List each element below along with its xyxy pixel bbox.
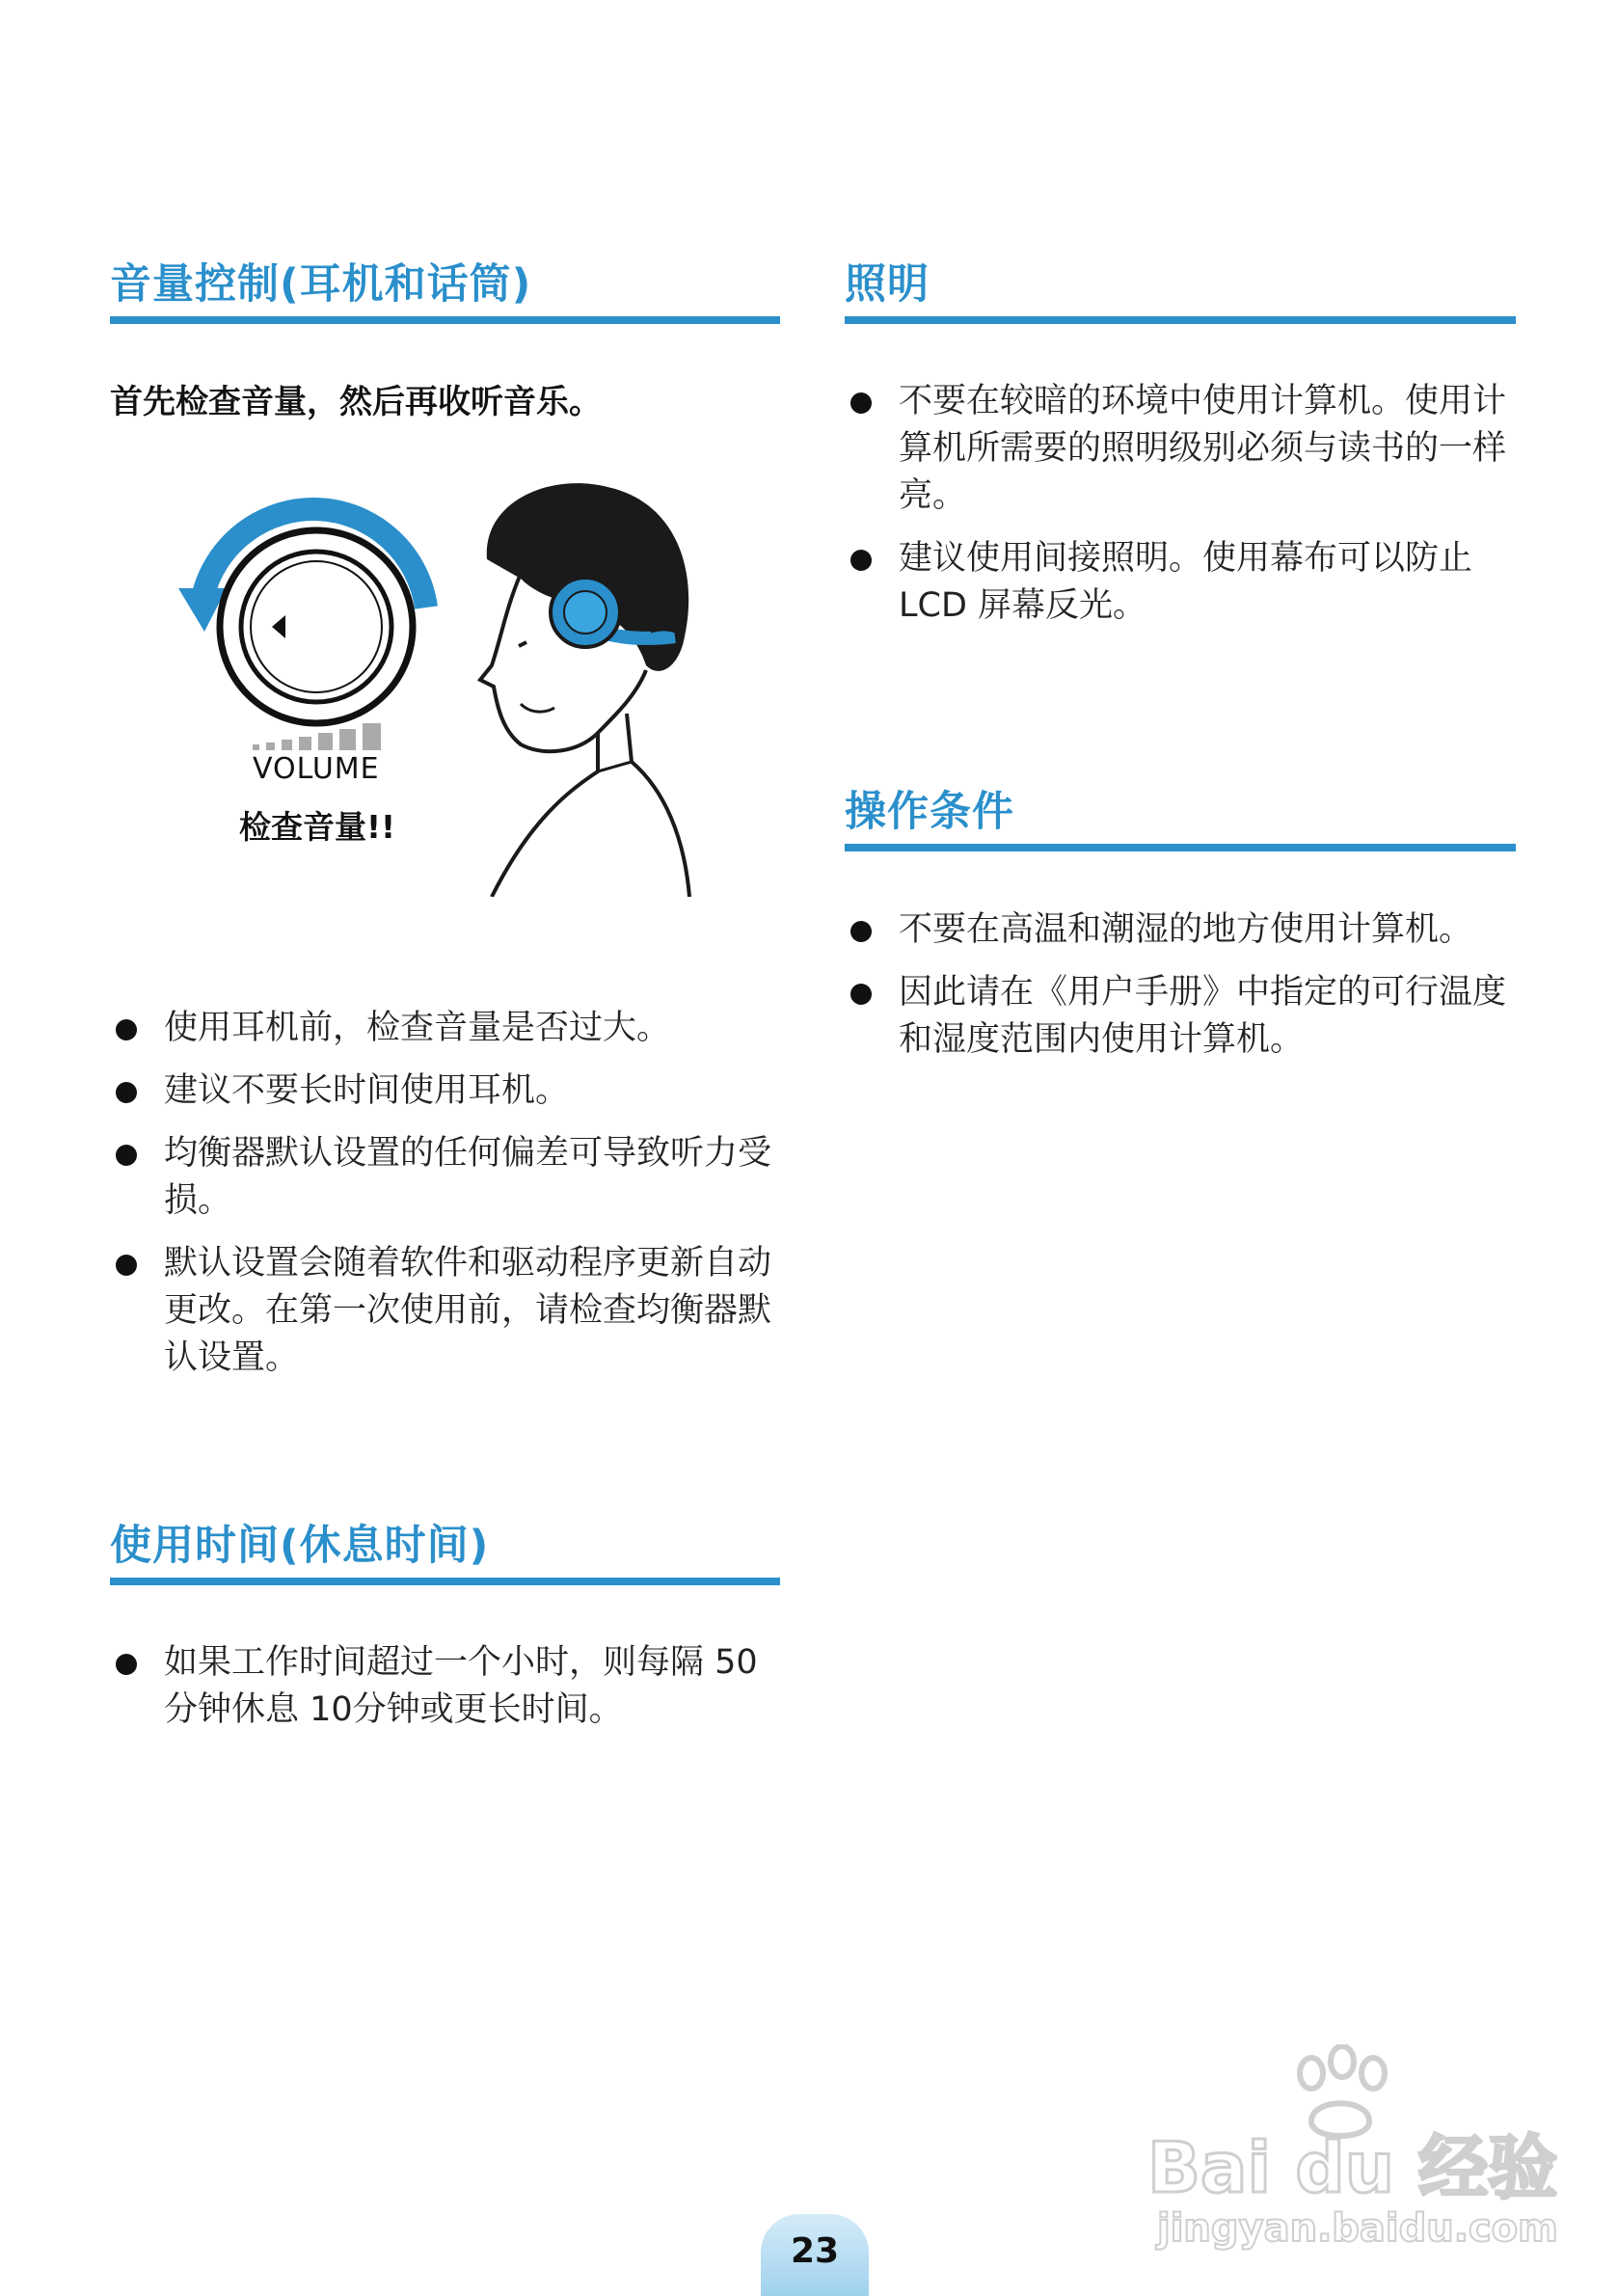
page-number: 23	[790, 2231, 840, 2271]
bullet-dot-icon	[116, 1019, 137, 1040]
list-item: 建议不要长时间使用耳机。	[110, 1067, 775, 1115]
section-rule-operating-conditions	[845, 844, 1516, 851]
volume-dial-label: VOLUME	[253, 752, 380, 786]
list-item: 均衡器默认设置的任何偏差可导致听力受损。	[110, 1130, 775, 1225]
watermark-url: jingyan.baidu.com	[1157, 2206, 1558, 2251]
section-rule-rest-time	[110, 1578, 780, 1585]
bullet-dot-icon	[850, 392, 872, 414]
bullet-dot-icon	[850, 550, 872, 571]
section-rule-lighting	[845, 316, 1516, 324]
bullet-dot-icon	[850, 921, 872, 942]
page-number-tab	[761, 2214, 869, 2296]
section-title-volume: 音量控制(耳机和话筒)	[110, 260, 532, 309]
volume-caption: 检查音量!!	[239, 808, 396, 846]
section-rule-volume	[110, 316, 780, 324]
bullet-dot-icon	[116, 1255, 137, 1276]
volume-lead-text: 首先检查音量，然后再收听音乐。	[110, 383, 602, 421]
conditions-bullet-list	[845, 906, 1510, 1079]
list-item: 如果工作时间超过一个小时，则每隔 50 分钟休息 10分钟或更长时间。	[110, 1639, 775, 1734]
volume-level-bars-icon	[253, 723, 381, 750]
list-item: 建议使用间接照明。使用幕布可以防止 LCD 屏幕反光。	[845, 535, 1510, 630]
watermark-brand: Bai du 经验	[1147, 2127, 1558, 2208]
list-item: 使用耳机前，检查音量是否过大。	[110, 1005, 775, 1052]
section-title-rest-time: 使用时间(休息时间)	[110, 1522, 490, 1570]
volume-bullet-list	[110, 1005, 775, 1397]
bullet-dot-icon	[116, 1082, 137, 1103]
bullet-dot-icon	[116, 1145, 137, 1166]
list-item: 默认设置会随着软件和驱动程序更新自动更改。在第一次使用前，请检查均衡器默认设置。	[110, 1240, 775, 1382]
bullet-dot-icon	[116, 1654, 137, 1675]
list-item: 不要在高温和潮湿的地方使用计算机。	[845, 906, 1510, 954]
section-title-lighting: 照明	[845, 260, 930, 309]
list-item: 不要在较暗的环境中使用计算机。使用计算机所需要的照明级别必须与读书的一样亮。	[845, 378, 1510, 520]
list-item: 因此请在《用户手册》中指定的可行温度和湿度范围内使用计算机。	[845, 969, 1510, 1064]
volume-dial-illustration	[174, 492, 444, 849]
lighting-bullet-list	[845, 378, 1510, 645]
person-headphones-illustration	[463, 473, 714, 897]
rest-time-bullet-list	[110, 1639, 775, 1749]
section-title-operating-conditions: 操作条件	[845, 788, 1014, 836]
dial-inner-ring	[241, 552, 391, 702]
bullet-dot-icon	[850, 984, 872, 1005]
